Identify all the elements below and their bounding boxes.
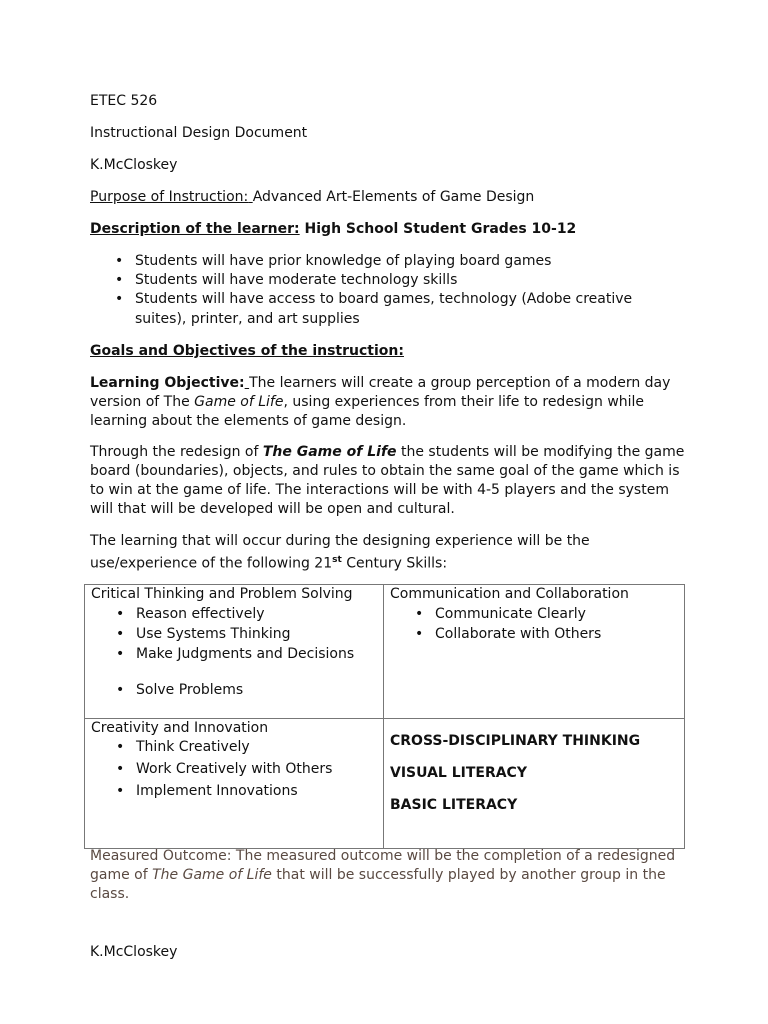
list-item: • Use Systems Thinking — [91, 624, 354, 644]
learner-line — [90, 220, 576, 238]
list-item: • Students will have moderate technology skills — [90, 271, 632, 290]
skills-table — [84, 584, 685, 849]
redesign-line-3: to win at the game of life. The interactions will be with 4-5 players and the system — [90, 482, 669, 498]
list-item: • Think Creatively — [91, 737, 332, 759]
learner-value: High School Student Grades 10-12 — [304, 221, 577, 237]
creativity-list — [91, 737, 332, 803]
literacies-cell — [384, 719, 685, 849]
creativity-heading: Creativity and Innovation — [91, 720, 269, 736]
redesign-line-1-start: Through the redesign of — [90, 444, 263, 460]
learning-objective-paragraph — [90, 374, 680, 431]
list-item: • Work Creatively with Others — [91, 759, 332, 781]
purpose-label: Purpose of Instruction: — [90, 189, 249, 205]
list-item: • Students will have access to board games, technology (Adobe creative — [90, 290, 632, 309]
skills-intro-paragraph — [90, 532, 680, 574]
redesign-line-4: will that will be developed will be open and cultural. — [90, 501, 455, 517]
outcome-game-title: The Game of Life — [152, 867, 272, 883]
outcome-line-3: class. — [90, 886, 130, 902]
redesign-line-1-end: the students will be modifying the game — [396, 444, 685, 460]
author-name: K.McCloskey — [90, 157, 178, 173]
critical-thinking-list-extra — [91, 680, 243, 700]
list-item: • Collaborate with Others — [390, 624, 601, 644]
purpose-value: Advanced Art-Elements of Game Design — [252, 189, 535, 205]
redesign-line-2: board (boundaries), objects, and rules to obtain the same goal of the game which is — [90, 463, 680, 479]
redesign-paragraph — [90, 443, 685, 519]
goals-heading: Goals and Objectives of the instruction: — [90, 343, 404, 359]
list-item: • Make Judgments and Decisions — [91, 644, 354, 664]
visual-literacy-label: VISUAL LITERACY — [390, 765, 527, 781]
critical-thinking-cell — [85, 585, 384, 719]
skills-intro-line-2-start: use/experience of the following 21 — [90, 555, 333, 572]
redesign-game-title: The Game of Life — [262, 444, 397, 460]
skills-intro-line-2-end: Century Skills: — [341, 555, 448, 572]
measured-outcome-paragraph — [90, 847, 680, 904]
critical-thinking-heading: Critical Thinking and Problem Solving — [91, 586, 353, 602]
outcome-line-2-start: game of — [90, 867, 153, 883]
creativity-cell — [85, 719, 384, 849]
document-title: Instructional Design Document — [90, 125, 308, 141]
objective-game-title: Game of Life — [194, 394, 284, 410]
outcome-line-2-end: that will be successfully played by another group in the — [271, 867, 666, 883]
critical-thinking-list — [91, 604, 354, 664]
skills-intro-line-1: The learning that will occur during the designing experience will be the — [90, 533, 590, 549]
learner-label: Description of the learner: — [90, 221, 300, 237]
footer-author: K.McCloskey — [90, 944, 178, 960]
objective-line-2-end: , using experiences from their life to redesign while — [283, 394, 645, 410]
list-item: • Reason effectively — [91, 604, 354, 624]
learner-bullet-continuation: suites), printer, and art supplies — [135, 311, 360, 327]
list-item: • Implement Innovations — [91, 781, 332, 803]
objective-label: Learning Objective: — [90, 375, 245, 391]
ordinal-suffix: st — [332, 555, 342, 565]
list-item: • Communicate Clearly — [390, 604, 601, 624]
communication-heading: Communication and Collaboration — [390, 586, 629, 602]
purpose-line — [90, 188, 534, 206]
list-item: • Students will have prior knowledge of playing board games — [90, 252, 632, 271]
list-item: • Solve Problems — [91, 680, 243, 700]
learner-bullet-list — [90, 252, 632, 309]
communication-cell — [384, 585, 685, 719]
communication-list — [390, 604, 601, 644]
objective-line-1: The learners will create a group perception of a modern day — [249, 375, 671, 391]
objective-line-2-start: version of The — [90, 394, 195, 410]
outcome-line-1: Measured Outcome: The measured outcome will be the completion of a redesigned — [90, 848, 676, 864]
objective-line-3: learning about the elements of game design. — [90, 413, 407, 429]
cross-disciplinary-label: CROSS-DISCIPLINARY THINKING — [390, 733, 641, 749]
basic-literacy-label: BASIC LITERACY — [390, 797, 518, 813]
course-code: ETEC 526 — [90, 93, 158, 109]
